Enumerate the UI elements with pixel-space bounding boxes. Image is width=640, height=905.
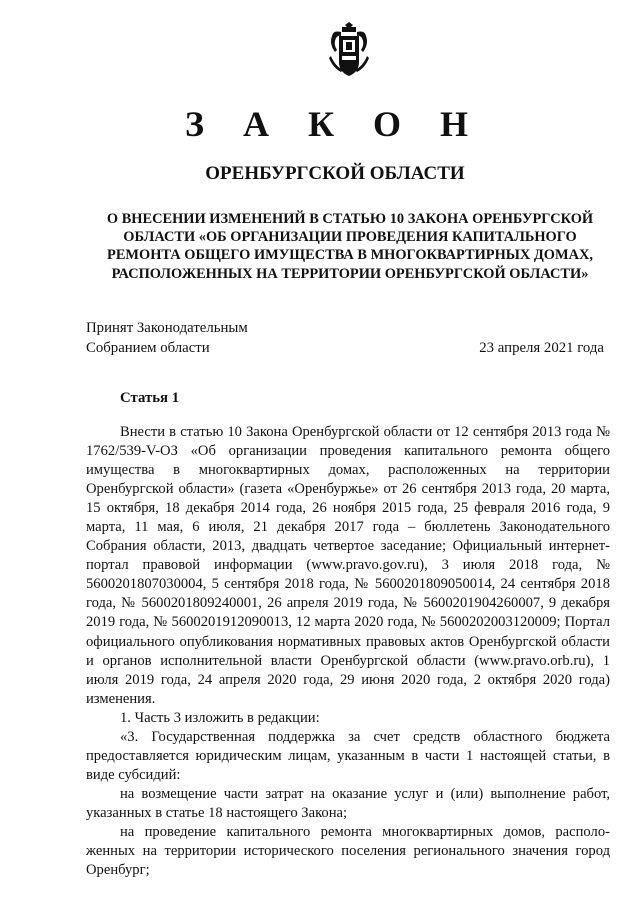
adoption-line-1: Принят Законодательным [86,320,248,336]
article-paragraph: «3. Государственная поддержка за счет средств областного бюджета предоставляется юридическим лицам, указанным в части 1 настоящей статьи, в виде субсидий: [86,728,610,783]
article-paragraph: 1. Часть 3 изложить в редакции: [120,709,320,726]
article-paragraph: Внести в статью 10 Закона Оренбургской области от 12 сентября 2013 года № 1762/539-V-ОЗ «Об организации проведения капитального ремонта общего имущества в многоквартирных домах, расположенных на территории Оренбургской области» (газета «Оренбуржье» от 26 сентября 2013 года, 20 марта, 15 октября, 18 декабря 2014 года, 26 ноября 2015 года, 25 февраля 2016 года, 9 марта, 11 мая, 6 июля, 21 декабря 2017 года – бюллетень Законодательного Собрания области, 2013, двадцать четвертое заседание; Официальный интернет-портал правовой информации (www.pravo.gov.ru), 3 июля 2018 года, № 5600201807030004, 5 сентября 2018 года, № 5600201809050014, 24 сентября 2018 года, № 5600201809240001, 26 апреля 2019 года, № 5600201904260007, 9 декабря 2019 года, № 5600201912090013, 12 марта 2020 года, № 5600202003120009; Портал официального опубликования нормативных правовых актов Оренбургской области и органов исполнительной власти Оренбургской области (www.pravo.orb.ru), 1 июля 2019 года, 24 апреля 2020 года, 29 июня 2020 года, 2 октября 2020 года) изменения. [86,424,610,707]
article-body [86,423,610,880]
coat-of-arms-icon [327,22,371,78]
article-heading: Статья 1 [120,390,180,406]
region-title: ОРЕНБУРГСКОЙ ОБЛАСТИ [205,163,465,184]
law-title: З А К О Н [184,104,484,144]
adoption-block [86,318,248,358]
article-paragraph: на проведение капитального ремонта многоквартирных домов, расположенных на территории исторического поселения регионального значения город Оренбург; [86,823,610,879]
law-subject: О ВНЕСЕНИИ ИЗМЕНЕНИЙ В СТАТЬЮ 10 ЗАКОНА ОРЕНБУРГСКОЙ ОБЛАСТИ «ОБ ОРГАНИЗАЦИИ ПРОВЕДЕНИЯ КАПИТАЛЬНОГО РЕМОНТА ОБЩЕГО ИМУЩЕСТВА В МНОГОКВАРТИРНЫХ ДОМАХ, РАСПОЛОЖЕННЫХ НА ТЕРРИТОРИИ ОРЕНБУРГСКОЙ ОБЛАСТИ» [106,211,594,282]
article-paragraph: на возмещение части затрат на оказание услуг и (или) выполнение работ, указанных в статье 18 настоящего Закона; [86,785,610,821]
adoption-line-2: Собранием области [86,340,210,356]
adoption-date: 23 апреля 2021 года [479,340,604,356]
